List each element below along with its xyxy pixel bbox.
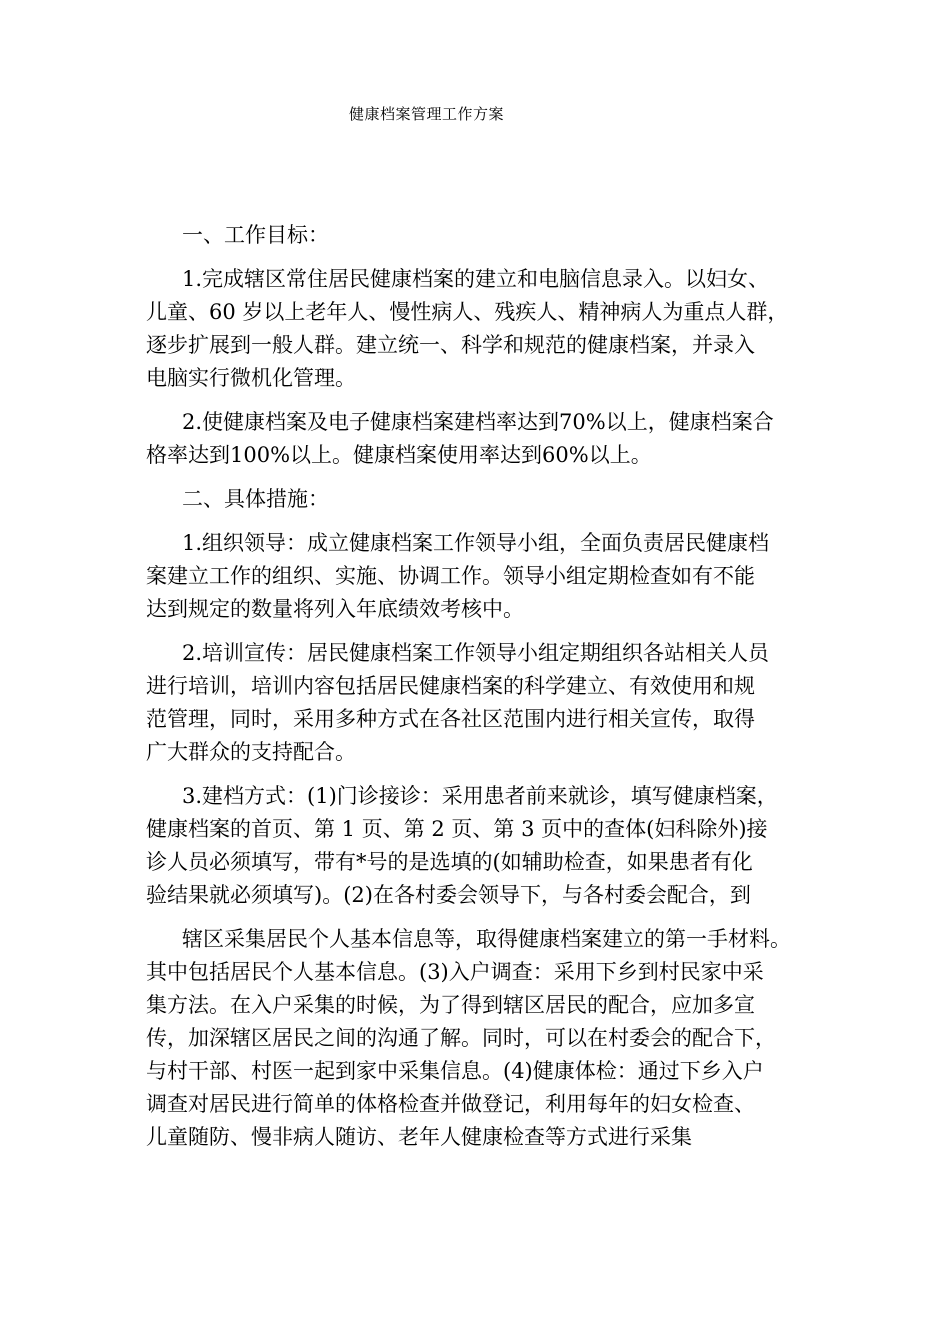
text-line: 调查对居民进行简单的体格检查并做登记，利用每年的妇女检查、 xyxy=(146,1092,755,1116)
text-line: 进行培训，培训内容包括居民健康档案的科学建立、有效使用和规 xyxy=(146,674,755,698)
section-heading-measures xyxy=(146,483,826,516)
text-line: 健康档案的首页、第 1 页、第 2 页、第 3 页中的查体(妇科除外)接 xyxy=(146,817,768,841)
text-line: 2.使健康档案及电子健康档案建档率达到70%以上，健康档案合 xyxy=(182,410,774,434)
text-line: 与村干部、村医一起到家中采集信息。(4)健康体检：通过下乡入户 xyxy=(146,1059,764,1083)
text-line: 2.培训宣传：居民健康档案工作领导小组定期组织各站相关人员 xyxy=(182,641,770,665)
text-line: 验结果就必须填写)。(2)在各村委会领导下，与各村委会配合，到 xyxy=(146,883,751,907)
document-title: 健康档案管理工作方案 xyxy=(349,105,505,123)
text-line: 二、具体措施： xyxy=(182,487,329,511)
section-heading-goals xyxy=(146,219,826,252)
text-line: 其中包括居民个人基本信息。(3)入户调查：采用下乡到村民家中采 xyxy=(146,960,764,984)
text-line: 儿童、60 岁以上老年人、慢性病人、残疾人、精神病人为重点人群， xyxy=(146,300,789,324)
text-line: 逐步扩展到一般人群。建立统一、科学和规范的健康档案，并录入 xyxy=(146,333,755,357)
text-line: 集方法。在入户采集的时候，为了得到辖区居民的配合，应加多宣 xyxy=(146,993,755,1017)
text-line: 一、工作目标： xyxy=(182,223,329,247)
text-line: 达到规定的数量将列入年底绩效考核中。 xyxy=(146,597,524,621)
paragraph-measure-3 xyxy=(146,780,826,912)
text-line: 儿童随防、慢非病人随访、老年人健康检查等方式进行采集 xyxy=(146,1125,692,1149)
paragraph-goal-1 xyxy=(146,263,826,395)
paragraph-measure-3-continued xyxy=(146,923,826,1154)
text-line: 诊人员必须填写，带有*号的是选填的(如辅助检查，如果患者有化 xyxy=(146,850,753,874)
document-body xyxy=(146,219,826,1154)
text-line: 3.建档方式：(1)门诊接诊：采用患者前来就诊，填写健康档案， xyxy=(182,784,778,808)
text-line: 范管理，同时，采用多种方式在各社区范围内进行相关宣传，取得 xyxy=(146,707,755,731)
text-line: 1.组织领导：成立健康档案工作领导小组，全面负责居民健康档 xyxy=(182,531,770,555)
text-line: 案建立工作的组织、实施、协调工作。领导小组定期检查如有不能 xyxy=(146,564,755,588)
text-line: 1.完成辖区常住居民健康档案的建立和电脑信息录入。以妇女、 xyxy=(182,267,770,291)
text-line: 辖区采集居民个人基本信息等，取得健康档案建立的第一手材料。 xyxy=(182,927,791,951)
text-line: 传，加深辖区居民之间的沟通了解。同时，可以在村委会的配合下， xyxy=(146,1026,776,1050)
paragraph-goal-2 xyxy=(146,406,826,472)
text-line: 广大群众的支持配合。 xyxy=(146,740,356,764)
paragraph-measure-1 xyxy=(146,527,826,626)
text-line: 电脑实行微机化管理。 xyxy=(146,366,356,390)
paragraph-measure-2 xyxy=(146,637,826,769)
text-line: 格率达到100%以上。健康档案使用率达到60%以上。 xyxy=(146,443,652,467)
